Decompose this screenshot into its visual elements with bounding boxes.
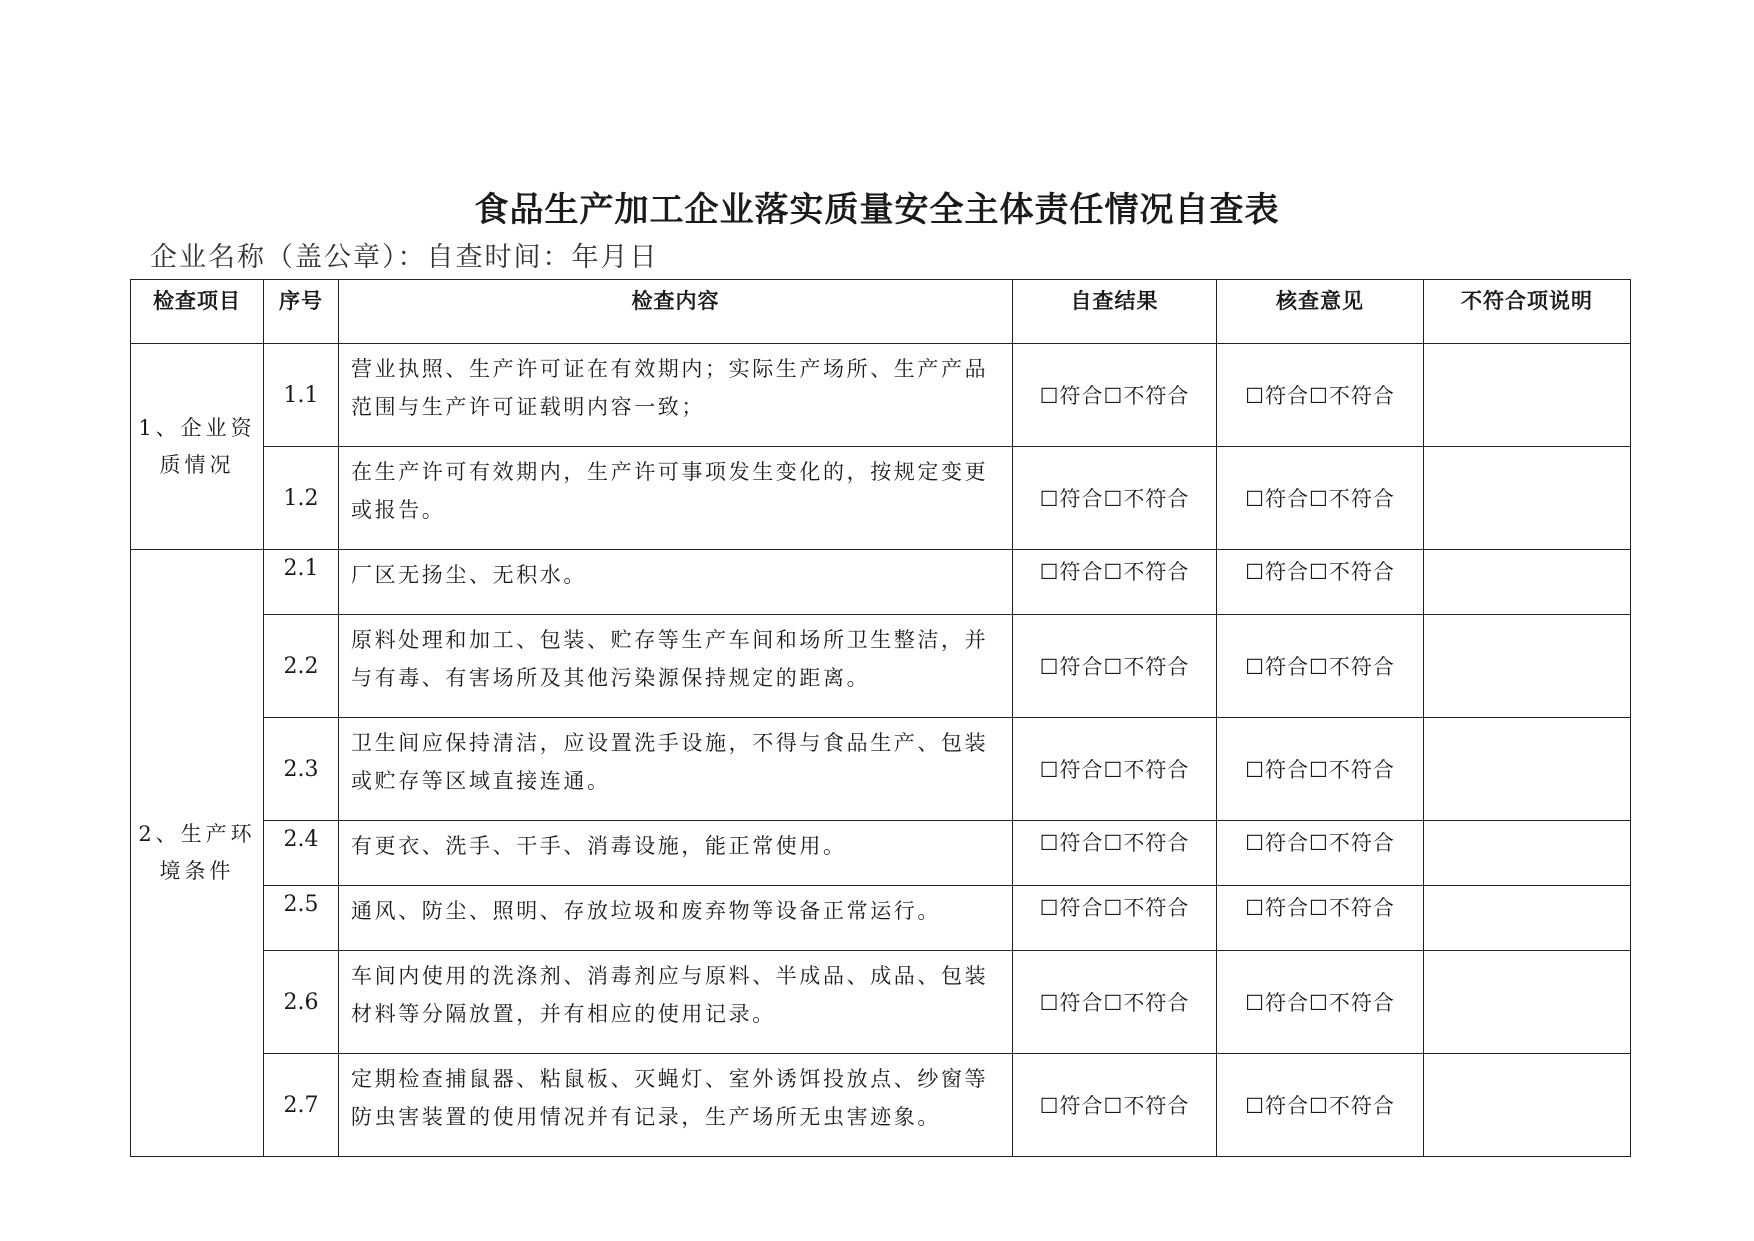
note-cell[interactable] [1424, 550, 1631, 615]
row-number: 2.5 [264, 886, 339, 951]
header-category: 检查项目 [131, 280, 264, 344]
self-check-options[interactable]: ☐符合☐不符合 [1013, 550, 1217, 615]
note-cell[interactable] [1424, 718, 1631, 821]
self-check-options[interactable]: ☐符合☐不符合 [1013, 447, 1217, 550]
table-row [131, 1054, 1631, 1157]
note-cell[interactable] [1424, 886, 1631, 951]
verify-options[interactable]: ☐符合☐不符合 [1217, 1054, 1424, 1157]
row-content: 通风、防尘、照明、存放垃圾和废弃物等设备正常运行。 [339, 886, 1013, 951]
self-check-options[interactable]: ☐符合☐不符合 [1013, 718, 1217, 821]
section-label: 1、企业资质情况 [131, 344, 264, 550]
self-check-options[interactable]: ☐符合☐不符合 [1013, 951, 1217, 1054]
note-cell[interactable] [1424, 447, 1631, 550]
row-content: 卫生间应保持清洁，应设置洗手设施，不得与食品生产、包装或贮存等区域直接连通。 [339, 718, 1013, 821]
header-number: 序号 [264, 280, 339, 344]
verify-options[interactable]: ☐符合☐不符合 [1217, 821, 1424, 886]
self-check-options[interactable]: ☐符合☐不符合 [1013, 344, 1217, 447]
table-row [131, 718, 1631, 821]
note-cell[interactable] [1424, 615, 1631, 718]
note-cell[interactable] [1424, 1054, 1631, 1157]
row-content: 营业执照、生产许可证在有效期内；实际生产场所、生产产品范围与生产许可证载明内容一致； [339, 344, 1013, 447]
header-content: 检查内容 [339, 280, 1013, 344]
verify-options[interactable]: ☐符合☐不符合 [1217, 886, 1424, 951]
row-content: 定期检查捕鼠器、粘鼠板、灭蝇灯、室外诱饵投放点、纱窗等防虫害装置的使用情况并有记录，生产场所无虫害迹象。 [339, 1054, 1013, 1157]
self-check-options[interactable]: ☐符合☐不符合 [1013, 1054, 1217, 1157]
document-title: 食品生产加工企业落实质量安全主体责任情况自查表 [474, 190, 1280, 230]
row-number: 2.6 [264, 951, 339, 1054]
row-number: 2.2 [264, 615, 339, 718]
header-row [131, 280, 1631, 344]
row-number: 1.1 [264, 344, 339, 447]
row-number: 2.7 [264, 1054, 339, 1157]
verify-options[interactable]: ☐符合☐不符合 [1217, 951, 1424, 1054]
table-row [131, 821, 1631, 886]
verify-options[interactable]: ☐符合☐不符合 [1217, 718, 1424, 821]
note-cell[interactable] [1424, 344, 1631, 447]
row-content: 有更衣、洗手、干手、消毒设施，能正常使用。 [339, 821, 1013, 886]
row-content: 原料处理和加工、包装、贮存等生产车间和场所卫生整洁，并与有毒、有害场所及其他污染源保持规定的距离。 [339, 615, 1013, 718]
row-content: 厂区无扬尘、无积水。 [339, 550, 1013, 615]
note-cell[interactable] [1424, 951, 1631, 1054]
self-check-options[interactable]: ☐符合☐不符合 [1013, 886, 1217, 951]
table-row [131, 344, 1631, 447]
verify-options[interactable]: ☐符合☐不符合 [1217, 447, 1424, 550]
table-row [131, 550, 1631, 615]
verify-options[interactable]: ☐符合☐不符合 [1217, 615, 1424, 718]
self-check-options[interactable]: ☐符合☐不符合 [1013, 615, 1217, 718]
row-content: 在生产许可有效期内，生产许可事项发生变化的，按规定变更或报告。 [339, 447, 1013, 550]
note-cell[interactable] [1424, 821, 1631, 886]
header-verify: 核查意见 [1217, 280, 1424, 344]
row-number: 2.1 [264, 550, 339, 615]
self-check-table [130, 279, 1631, 1157]
table-row [131, 951, 1631, 1054]
header-self-check: 自查结果 [1013, 280, 1217, 344]
header-note: 不符合项说明 [1424, 280, 1631, 344]
row-content: 车间内使用的洗涤剂、消毒剂应与原料、半成品、成品、包装材料等分隔放置，并有相应的使用记录。 [339, 951, 1013, 1054]
row-number: 2.3 [264, 718, 339, 821]
company-meta-line: 企业名称（盖公章）：自查时间：年月日 [150, 242, 659, 273]
table-row [131, 447, 1631, 550]
row-number: 2.4 [264, 821, 339, 886]
verify-options[interactable]: ☐符合☐不符合 [1217, 550, 1424, 615]
verify-options[interactable]: ☐符合☐不符合 [1217, 344, 1424, 447]
self-check-options[interactable]: ☐符合☐不符合 [1013, 821, 1217, 886]
section-label: 2、生产环境条件 [131, 550, 264, 1157]
row-number: 1.2 [264, 447, 339, 550]
table-row [131, 615, 1631, 718]
table-row [131, 886, 1631, 951]
